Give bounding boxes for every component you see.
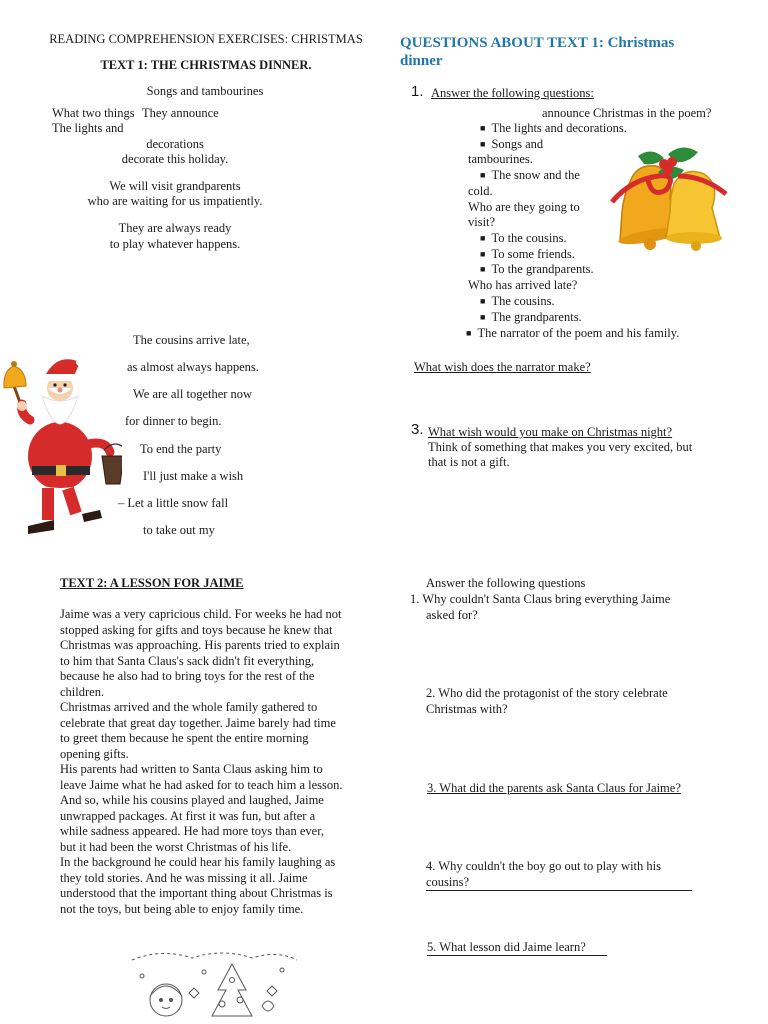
poem-line: We will visit grandparents (109, 179, 241, 193)
question-text: visit? (468, 215, 496, 229)
text2-line: opening gifts. (60, 746, 129, 761)
questions-title-line: dinner (400, 53, 443, 69)
santa-illustration (0, 348, 122, 544)
poem-line: decorations (146, 137, 204, 151)
poem-line: as almost always happens. (127, 360, 259, 374)
text2-line: Christmas was approaching. His parents tried to explain (60, 638, 340, 652)
poem-line: – Let a little snow fall (118, 496, 229, 510)
text2-line: Jaime was a very capricious child. For weeks he had not (60, 607, 342, 621)
question-text: asked for? (426, 608, 478, 622)
poem-line: for dinner to begin. (125, 414, 222, 428)
questions2-intro: Answer the following questions (426, 576, 586, 590)
option-item-cont: cold. (468, 184, 493, 198)
text2-line: not the toys, but being able to enjoy family time. (60, 901, 304, 916)
option-item: ■ To the grandparents. (480, 262, 594, 279)
question-text: 4. Why couldn't the boy go out to play with his (426, 859, 661, 873)
question-text: Christmas with? (426, 702, 508, 716)
question-instruction: Answer the following questions: (431, 86, 594, 100)
poem-line: to play whatever happens. (109, 237, 241, 251)
coloring-page-illustration (122, 946, 302, 1024)
option-item: ■ To some friends. (480, 247, 575, 264)
question-text: announce Christmas in the poem? (542, 106, 712, 120)
question-text: 3. What did the parents ask Santa Claus for Jaime? (427, 781, 681, 795)
question-text: Who has arrived late? (468, 278, 578, 292)
question-text: Think of something that makes you very excited, but (428, 440, 693, 454)
poem-line: The lights and (52, 121, 124, 135)
poem-line: What two things (52, 106, 135, 120)
option-item: ■ The cousins. (480, 294, 555, 311)
text2-line: while sadness appeared. He had more toys than ever, (60, 824, 324, 838)
christmas-bells-illustration (608, 142, 734, 258)
question-text: What wish would you make on Christmas night? (428, 425, 673, 439)
poem-line: They announce (142, 106, 219, 120)
poem-line: To end the party (140, 442, 222, 456)
text2-line: they told stories. And he was missing it all. Jaime (60, 870, 308, 885)
text2-line: unwrapped packages. At first it was fun, but after a (60, 808, 316, 823)
poem-line: Songs and tambourines (146, 84, 264, 98)
text2-line: And so, while his cousins played and laughed, Jaime (60, 793, 324, 807)
poem-line: We are all together now (133, 387, 253, 401)
option-item: ■ Songs and (480, 137, 543, 154)
question-text: that is not a gift. (428, 455, 510, 469)
question-text: 5. What lesson did Jaime learn? (427, 940, 586, 954)
text2-line: In the background he could hear his family laughing as (60, 855, 336, 869)
option-item-cont: tambourines. (468, 152, 533, 166)
poem-line: to take out my (143, 523, 215, 537)
question-text: What wish does the narrator make? (414, 360, 591, 374)
text2-line: to him that Santa Claus's sack didn't fit everything, (60, 653, 315, 668)
option-item: ■ The lights and decorations. (480, 121, 627, 138)
text2-line: Christmas arrived and the whole family gathered to (60, 700, 318, 714)
answer-line (426, 890, 692, 891)
option-item: ■ The narrator of the poem and his family. (466, 326, 679, 343)
text2-line: to greet them because he spent the entire morning (60, 731, 309, 745)
option-item: ■ The snow and the (480, 168, 580, 185)
text2-line: His parents had written to Santa Claus asking him to (60, 762, 323, 776)
text2-line: but it had been the worst Christmas of his life. (60, 839, 292, 854)
text2-line: understood that the important thing about Christmas is (60, 886, 333, 900)
poem-line: I'll just make a wish (143, 469, 244, 483)
text2-line: celebrate that great day together. Jaime barely had time (60, 715, 336, 730)
question-text: 1. Why couldn't Santa Claus bring everything Jaime (410, 592, 671, 606)
poem-line: They are always ready (118, 221, 232, 235)
questions-title-line: QUESTIONS ABOUT TEXT 1: Christmas (400, 35, 675, 51)
text2-line: stopped asking for gifts and toys because he knew that (60, 622, 333, 637)
poem-line: The cousins arrive late, (133, 333, 250, 347)
text2-line: leave Jaime what he had asked for to teach him a lesson. (60, 777, 343, 792)
option-item: ■ To the cousins. (480, 231, 567, 248)
question-text: Who are they going to (468, 200, 580, 214)
answer-line (427, 955, 607, 956)
text2-line: because he also had to bring toys for the rest of the (60, 669, 315, 683)
question-text: cousins? (426, 875, 470, 889)
poem-line: decorate this holiday. (121, 152, 229, 166)
question-number: 3. (411, 421, 424, 438)
worksheet-header: READING COMPREHENSION EXERCISES: CHRISTMAS (49, 32, 363, 46)
text2-body (60, 607, 380, 917)
text1-title: TEXT 1: THE CHRISTMAS DINNER. (100, 58, 312, 72)
questions-title (400, 34, 674, 70)
option-item: ■ The grandparents. (480, 310, 582, 327)
poem-line: who are waiting for us impatiently. (87, 194, 263, 208)
question-number: 1. (411, 83, 424, 100)
text2-title: TEXT 2: A LESSON FOR JAIME (60, 576, 244, 590)
text2-line: children. (60, 684, 105, 699)
question-text: 2. Who did the protagonist of the story celebrate (426, 686, 668, 700)
